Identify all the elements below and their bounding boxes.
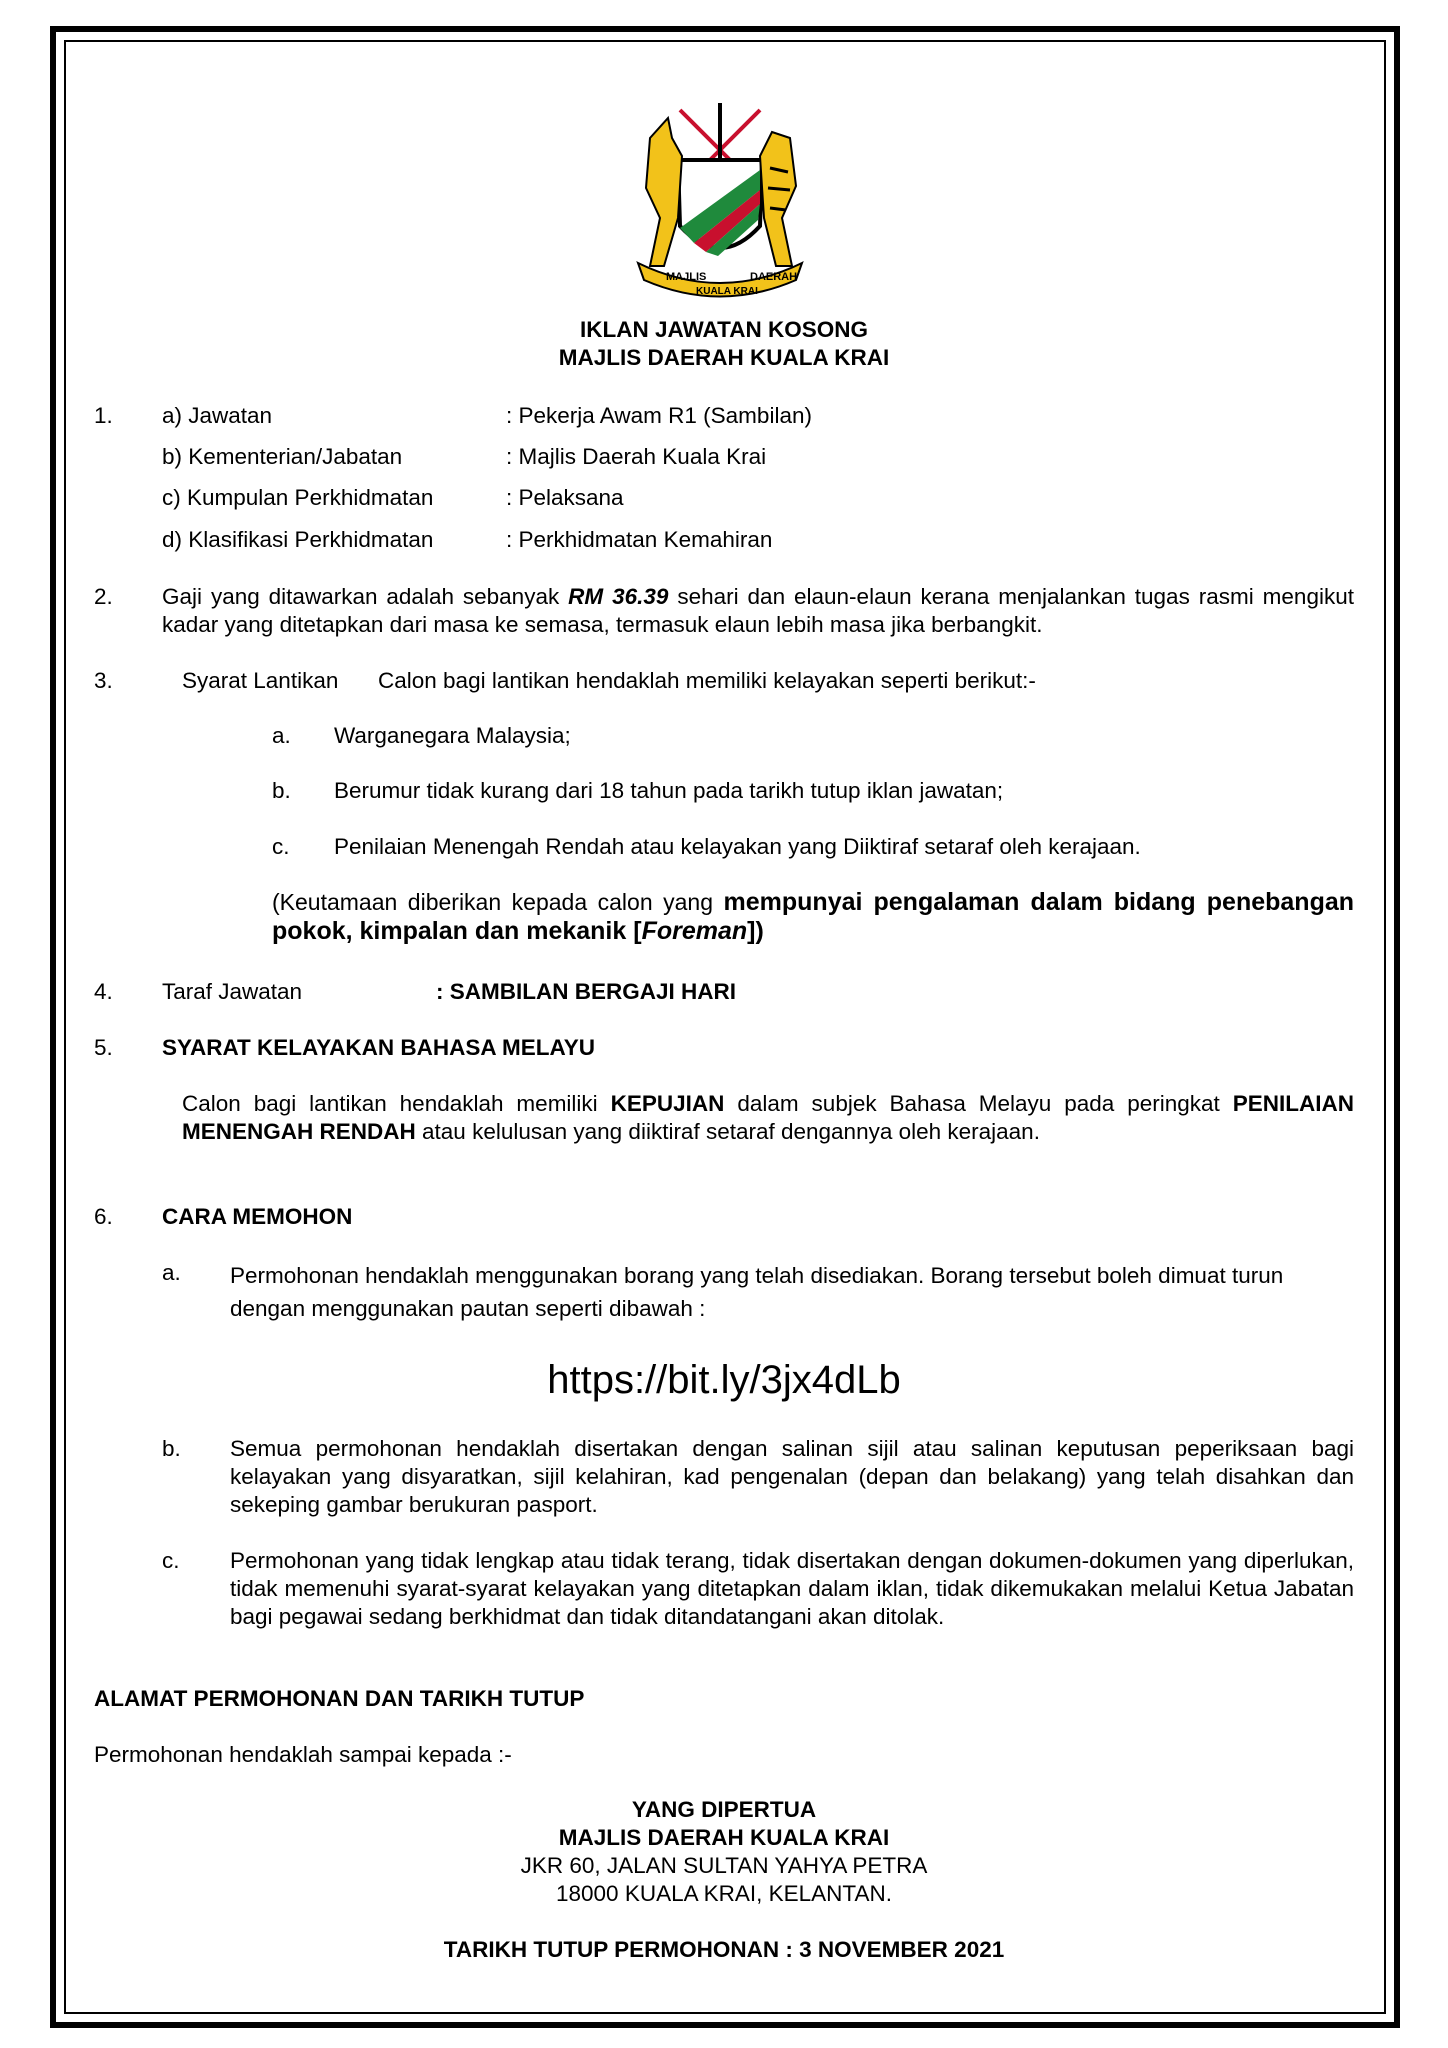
row-label: c) Kumpulan Perkhidmatan (162, 485, 434, 510)
section-3-intro: Calon bagi lantikan hendaklah memiliki kelayakan seperti berikut:- (378, 668, 1036, 693)
section-1-number: 1. (94, 403, 113, 428)
list-letter: a. (162, 1260, 181, 1285)
row-label: a) Jawatan (162, 403, 273, 428)
row-label: b) Kementerian/Jabatan (162, 444, 403, 469)
svg-text:MAJLIS: MAJLIS (666, 271, 707, 283)
section-3-heading: Syarat Lantikan (182, 668, 339, 693)
section-3-number: 3. (94, 668, 113, 693)
list-letter: c. (162, 1548, 180, 1573)
address-line: MAJLIS DAERAH KUALA KRAI (558, 1825, 890, 1850)
section-4-number: 4. (94, 979, 113, 1004)
majlis-daerah-kuala-krai-crest-icon (620, 98, 820, 298)
preference-note: (Keutamaan diberikan kepada calon yang mempunyai pengalaman dalam bidang penebangan pokok, kimpalan dan mekanik [Foreman]) (272, 888, 1355, 945)
list-letter: b. (272, 778, 291, 803)
section-6-number: 6. (94, 1204, 113, 1229)
section-5-heading: SYARAT KELAYAKAN BAHASA MELAYU (162, 1035, 595, 1060)
svg-text:DAERAH: DAERAH (750, 271, 798, 283)
section-6-heading: CARA MEMOHON (162, 1204, 353, 1229)
salary-paragraph: Gaji yang ditawarkan adalah sebanyak RM 36.39 sehari dan elaun-elaun kerana menjalankan tugas rasmi mengikut kadar yang ditetapkan dari masa ke semasa, termasuk elaun lebih masa jika berbangkit. (162, 584, 1354, 637)
list-letter: c. (272, 834, 290, 859)
section-4-label: Taraf Jawatan (162, 979, 303, 1004)
documents-paragraph: Semua permohonan hendaklah disertakan dengan salinan sijil atau salinan keputusan peperiksaan bagi kelayakan yang disyaratkan, sijil kelahiran, kad pengenalan (depan dan belakang) yang telah disahkan dan sekeping gambar berukuran pasport. (230, 1436, 1354, 1517)
closing-date: TARIKH TUTUP PERMOHONAN : 3 NOVEMBER 2021 (443, 1937, 1005, 1962)
address-intro: Permohonan hendaklah sampai kepada :- (94, 1742, 512, 1767)
rejection-paragraph: Permohonan yang tidak lengkap atau tidak terang, tidak disertakan dengan dokumen-dokumen yang diperlukan, tidak memenuhi syarat-syarat kelayakan yang ditetapkan dalam iklan, tidak dikemukakan melalui Ketua Jabatan bagi pegawai sedang berkhidmat dan tidak ditandatangani akan ditolak. (230, 1548, 1354, 1629)
svg-text:KUALA KRAI: KUALA KRAI (696, 286, 758, 297)
row-value: : Majlis Daerah Kuala Krai (506, 444, 767, 469)
row-label: d) Klasifikasi Perkhidmatan (162, 527, 434, 552)
page-subtitle: MAJLIS DAERAH KUALA KRAI (558, 345, 890, 370)
row-value: : Perkhidmatan Kemahiran (506, 527, 773, 552)
list-item: Penilaian Menengah Rendah atau kelayakan yang Diiktiraf setaraf oleh kerajaan. (334, 834, 1141, 859)
list-letter: b. (162, 1436, 181, 1461)
list-item: Warganegara Malaysia; (334, 723, 571, 748)
salary-amount: RM 36.39 (568, 584, 669, 609)
section-5-number: 5. (94, 1035, 113, 1060)
row-value: : Pelaksana (506, 485, 624, 510)
language-requirement-paragraph: Calon bagi lantikan hendaklah memiliki KEPUJIAN dalam subjek Bahasa Melayu pada peringkat PENILAIAN MENENGAH RENDAH atau kelulusan yang diiktiraf setaraf dengannya oleh kerajaan. (182, 1091, 1354, 1144)
address-heading: ALAMAT PERMOHONAN DAN TARIKH TUTUP (94, 1686, 585, 1711)
row-value: : Pekerja Awam R1 (Sambilan) (506, 403, 812, 428)
application-link[interactable]: https://bit.ly/3jx4dLb (547, 1358, 901, 1402)
application-form-paragraph: Permohonan hendaklah menggunakan borang yang telah disediakan. Borang tersebut boleh dimuat turun dengan menggunakan pautan seperti dibawah : (230, 1263, 1284, 1321)
address-line: YANG DIPERTUA (631, 1797, 817, 1822)
address-line: 18000 KUALA KRAI, KELANTAN. (556, 1881, 892, 1906)
list-item: Berumur tidak kurang dari 18 tahun pada tarikh tutup iklan jawatan; (334, 778, 1004, 803)
page-title: IKLAN JAWATAN KOSONG (580, 317, 868, 342)
address-line: JKR 60, JALAN SULTAN YAHYA PETRA (520, 1853, 928, 1878)
section-2-number: 2. (94, 584, 113, 609)
section-4-value: : SAMBILAN BERGAJI HARI (436, 979, 737, 1004)
list-letter: a. (272, 723, 291, 748)
